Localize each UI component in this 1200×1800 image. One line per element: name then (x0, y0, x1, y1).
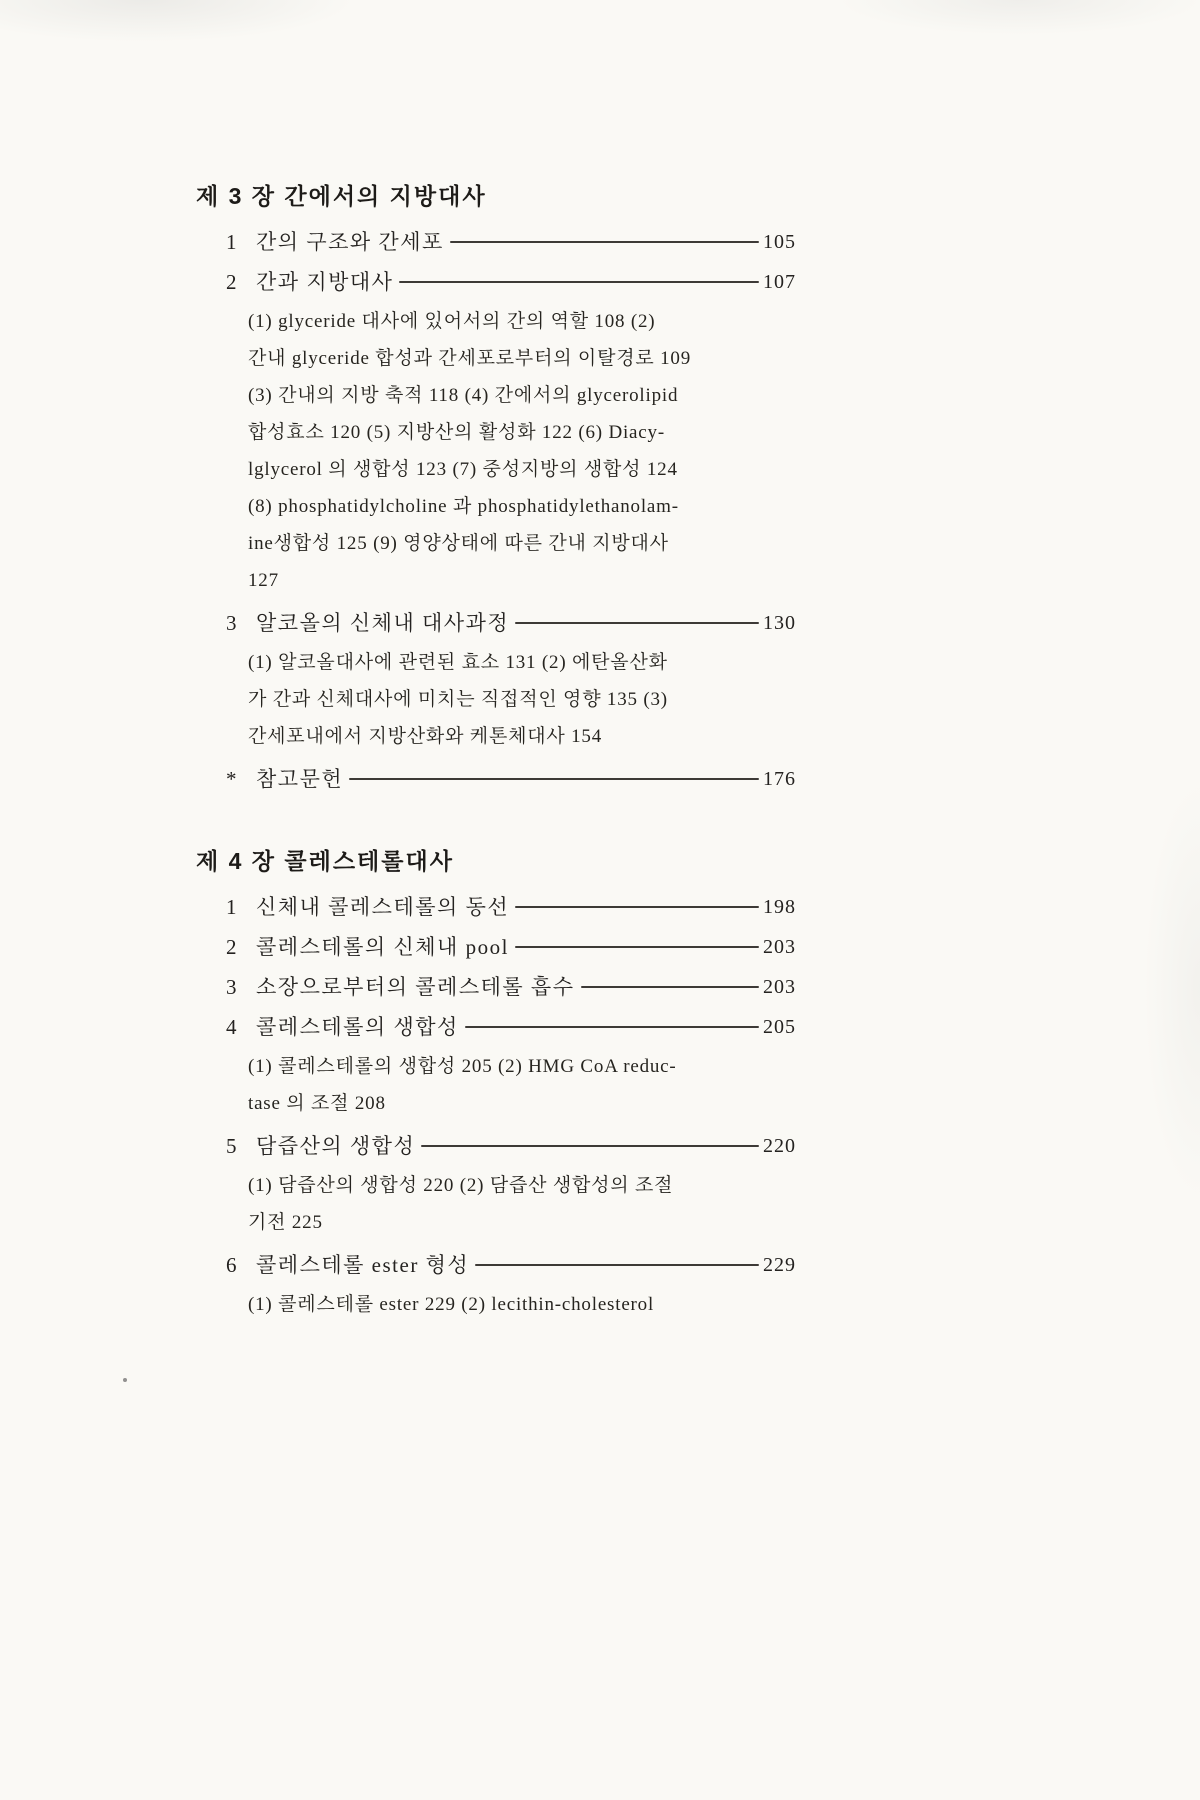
chapter-entries (226, 222, 796, 799)
entry-number: 3 (226, 975, 238, 999)
toc-entry (226, 603, 796, 755)
leader-line (581, 986, 759, 988)
entry-row (226, 222, 796, 262)
entry-detail-line: (1) glyceride 대사에 있어서의 간의 역할 108 (2) (248, 311, 656, 332)
entry-page-number: 198 (763, 896, 796, 918)
entry-label: 콜레스테롤 ester 형성 (256, 1253, 470, 1277)
entry-page-number: 220 (763, 1135, 796, 1157)
entry-number: 4 (226, 1015, 238, 1039)
entry-number: * (226, 767, 238, 791)
toc-entry (226, 1245, 796, 1323)
entry-detail-line: (1) 콜레스테롤 ester 229 (2) lecithin-cholesterol (248, 1294, 655, 1315)
scan-speck (123, 1378, 127, 1382)
entry-detail-line: (3) 간내의 지방 축적 118 (4) 간에서의 glycerolipid (248, 385, 679, 406)
entry-label: 간과 지방대사 (256, 270, 394, 294)
entry-number: 5 (226, 1134, 238, 1158)
entry-page-number: 176 (763, 768, 796, 790)
entry-row (226, 967, 796, 1007)
leader-line (475, 1264, 759, 1266)
entry-label: 간의 구조와 간세포 (256, 230, 444, 254)
chapter-entries (226, 887, 796, 1323)
leader-line (399, 281, 759, 283)
toc-entry (226, 1007, 796, 1122)
entry-row (226, 759, 796, 799)
entry-page-number: 205 (763, 1016, 796, 1038)
entry-page-number: 130 (763, 612, 796, 634)
entry-details (248, 1167, 796, 1241)
entry-detail-line: (1) 콜레스테롤의 생합성 205 (2) HMG CoA reduc- (248, 1056, 677, 1077)
leader-line (515, 906, 759, 908)
entry-detail-line: 합성효소 120 (5) 지방산의 활성화 122 (6) Diacy- (248, 422, 665, 443)
toc-entry (226, 887, 796, 927)
entry-detail-line: ine생합성 125 (9) 영양상태에 따른 간내 지방대사 (248, 533, 669, 554)
entry-row (226, 1126, 796, 1166)
entry-details (248, 1048, 796, 1122)
entry-row (226, 1245, 796, 1285)
entry-row (226, 887, 796, 927)
leader-line (421, 1145, 759, 1147)
entry-label: 콜레스테롤의 생합성 (256, 1015, 459, 1039)
toc-content (196, 178, 796, 1327)
entry-number: 2 (226, 270, 238, 294)
entry-number: 2 (226, 935, 238, 959)
toc-chapter (196, 843, 796, 1323)
entry-row (226, 603, 796, 643)
entry-page-number: 105 (763, 231, 796, 253)
entry-detail-line: lglycerol 의 생합성 123 (7) 중성지방의 생합성 124 (248, 459, 678, 480)
entry-details (248, 1286, 796, 1323)
entry-page-number: 203 (763, 936, 796, 958)
entry-detail-line: 간내 glyceride 합성과 간세포로부터의 이탈경로 109 (248, 348, 691, 369)
entry-page-number: 203 (763, 976, 796, 998)
chapter-title: 제 3 장 간에서의 지방대사 (196, 183, 487, 209)
entry-detail-line: (8) phosphatidylcholine 과 phosphatidylethanolam- (248, 496, 679, 517)
entry-label: 소장으로부터의 콜레스테롤 흡수 (256, 975, 575, 999)
entry-details (248, 644, 796, 755)
entry-number: 1 (226, 895, 238, 919)
entry-detail-line: 기전 225 (248, 1212, 323, 1233)
entry-label: 담즙산의 생합성 (256, 1134, 416, 1158)
toc-entry (226, 759, 796, 799)
toc-entry (226, 1126, 796, 1241)
toc-chapter (196, 178, 796, 799)
entry-detail-line: tase 의 조절 208 (248, 1093, 386, 1114)
entry-label: 알코올의 신체내 대사과정 (256, 611, 510, 635)
leader-line (465, 1026, 759, 1028)
toc-entry (226, 222, 796, 262)
entry-details (248, 303, 796, 599)
entry-detail-line: 127 (248, 570, 279, 591)
entry-detail-line: (1) 담즙산의 생합성 220 (2) 담즙산 생합성의 조절 (248, 1175, 674, 1196)
entry-row (226, 262, 796, 302)
entry-row (226, 1007, 796, 1047)
entry-row (226, 927, 796, 967)
entry-number: 1 (226, 230, 238, 254)
entry-detail-line: 간세포내에서 지방산화와 케톤체대사 154 (248, 726, 603, 747)
toc-entry (226, 967, 796, 1007)
chapter-title: 제 4 장 콜레스테롤대사 (196, 848, 454, 874)
leader-line (515, 946, 759, 948)
leader-line (349, 778, 759, 780)
entry-number: 6 (226, 1253, 238, 1277)
toc-entry (226, 927, 796, 967)
entry-label: 신체내 콜레스테롤의 동선 (256, 895, 510, 919)
entry-detail-line: 가 간과 신체대사에 미치는 직접적인 영향 135 (3) (248, 689, 668, 710)
entry-page-number: 107 (763, 271, 796, 293)
leader-line (515, 622, 759, 624)
toc-entry (226, 262, 796, 599)
entry-detail-line: (1) 알코올대사에 관련된 효소 131 (2) 에탄올산화 (248, 652, 668, 673)
entry-number: 3 (226, 611, 238, 635)
entry-page-number: 229 (763, 1254, 796, 1276)
entry-label: 참고문헌 (256, 767, 344, 791)
entry-label: 콜레스테롤의 신체내 pool (256, 935, 509, 959)
leader-line (450, 241, 759, 243)
